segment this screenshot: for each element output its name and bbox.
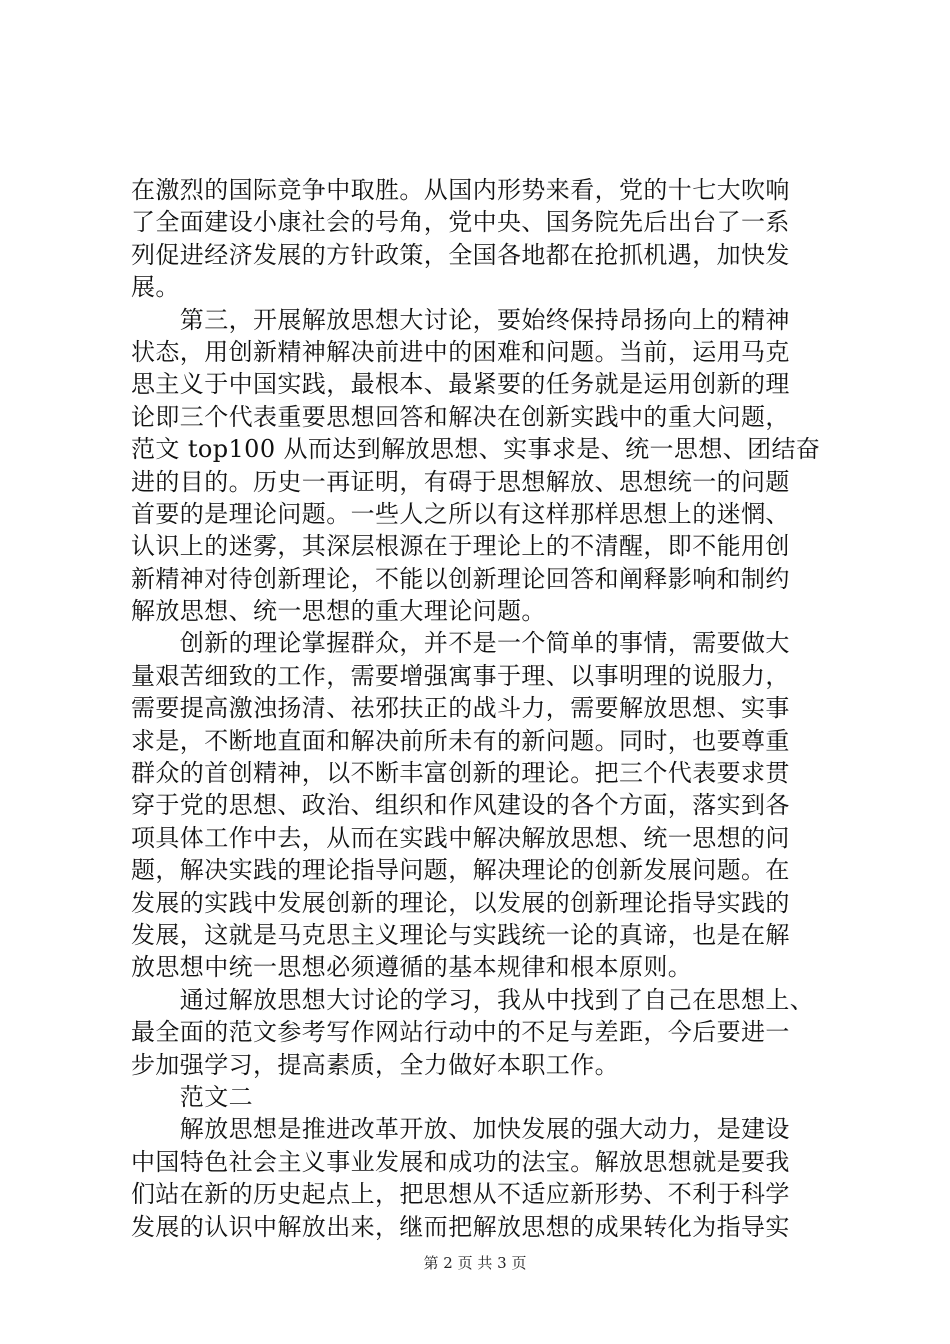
text-line: 状态，用创新精神解决前进中的困难和问题。当前，运用马克 [131,337,790,366]
text-line: 放思想中统一思想必须遵循的基本规律和根本原则。 [131,953,693,982]
text-line: 认识上的迷雾，其深层根源在于理论上的不清醒，即不能用创 [131,532,790,561]
text-line: 范文 top100 从而达到解放思想、实事求是、统一思想、团结奋 [131,435,821,464]
text-line: 解放思想是推进改革开放、加快发展的强大动力，是建设 [131,1115,790,1144]
text-line: 最全面的范文参考写作网站行动中的不足与差距，今后要进一 [131,1018,790,1047]
text-line: 范文二 [131,1082,253,1111]
body-text [131,174,831,1243]
text-line: 群众的首创精神，以不断丰富创新的理论。把三个代表要求贯 [131,759,790,788]
text-line: 题，解决实践的理论指导问题，解决理论的创新发展问题。在 [131,856,790,885]
text-line: 求是，不断地直面和解决前所未有的新问题。同时，也要尊重 [131,726,790,755]
text-line: 了全面建设小康社会的号角，党中央、国务院先后出台了一系 [131,208,790,237]
text-line: 论即三个代表重要思想回答和解决在创新实践中的重大问题， [131,402,790,431]
text-line: 发展，这就是马克思主义理论与实践统一论的真谛，也是在解 [131,920,790,949]
text-line: 们站在新的历史起点上，把思想从不适应新形势、不利于科学 [131,1180,790,1209]
text-line: 展。 [131,273,180,302]
text-line: 列促进经济发展的方针政策，全国各地都在抢抓机遇，加快发 [131,240,790,269]
text-line: 进的目的。历史一再证明，有碍于思想解放、思想统一的问题 [131,467,790,496]
text-line: 在激烈的国际竞争中取胜。从国内形势来看，党的十七大吹响 [131,176,790,204]
text-line: 中国特色社会主义事业发展和成功的法宝。解放思想就是要我 [131,1147,790,1176]
text-line: 穿于党的思想、政治、组织和作风建设的各个方面，落实到各 [131,791,790,820]
text-line: 项具体工作中去，从而在实践中解决解放思想、统一思想的问 [131,823,790,852]
text-line: 解放思想、统一思想的重大理论问题。 [131,597,546,626]
text-line: 步加强学习，提高素质，全力做好本职工作。 [131,1050,619,1079]
text-line: 思主义于中国实践，最根本、最紧要的任务就是运用创新的理 [131,370,790,399]
text-line: 需要提高激浊扬清、祛邪扶正的战斗力，需要解放思想、实事 [131,694,790,723]
page-footer: 第 2 页 共 3 页 [423,1254,527,1272]
text-line: 首要的是理论问题。一些人之所以有这样那样思想上的迷惘、 [131,499,790,528]
text-line: 通过解放思想大讨论的学习，我从中找到了自己在思想上、 [131,985,815,1014]
text-line: 发展的认识中解放出来，继而把解放思想的成果转化为指导实 [131,1212,790,1241]
text-line: 创新的理论掌握群众，并不是一个简单的事情，需要做大 [131,629,790,658]
text-line: 新精神对待创新理论，不能以创新理论回答和阐释影响和制约 [131,564,790,593]
text-line: 发展的实践中发展创新的理论，以发展的创新理论指导实践的 [131,888,790,917]
text-line: 第三，开展解放思想大讨论，要始终保持昂扬向上的精神 [131,305,790,334]
text-line: 量艰苦细致的工作，需要增强寓事于理、以事明理的说服力， [131,661,790,690]
